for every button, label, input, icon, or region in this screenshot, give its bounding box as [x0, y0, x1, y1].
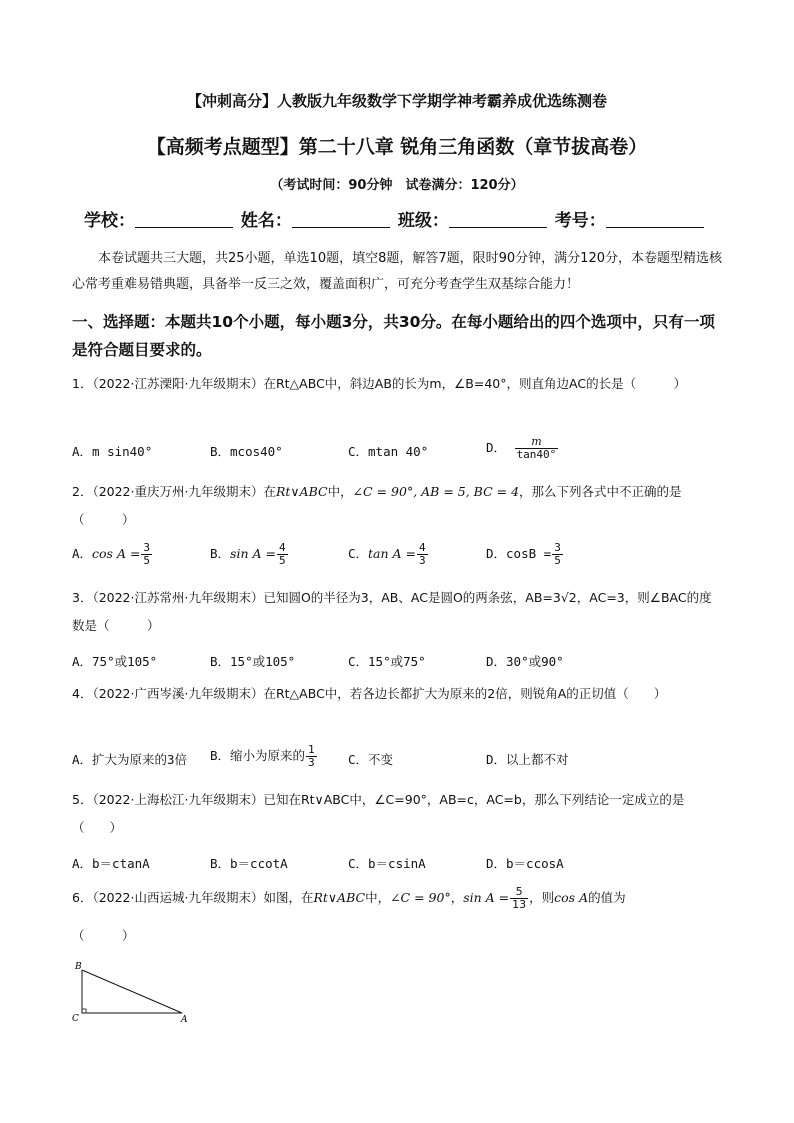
q1-option-a[interactable]: A．m sin40° — [72, 444, 153, 459]
question-3: 3．（2022·江苏常州·九年级期末）已知圆O的半径为3，AB、AC是圆O的两条弦，AB=3√2，AC=3，则∠BAC的度数是（ ） — [72, 590, 712, 633]
side-ab — [82, 970, 182, 1013]
q2-option-d[interactable]: D．cosB = $\frac{3}{5}$ — [486, 541, 561, 567]
name-blank[interactable] — [292, 210, 390, 228]
exam-number-label: 考号： — [554, 211, 606, 231]
series-title: 【冲刺高分】人教版九年级数学下学期学神考霸养成优选练测卷 — [186, 92, 607, 110]
q1-option-c[interactable]: C．mtan 40° — [348, 444, 429, 459]
question-1: 1．（2022·江苏溧阳·九年级期末）在Rt△ABC中，斜边AB的长为m，∠B=40°，则直角边AC的长是（ ） — [72, 376, 687, 391]
q2-option-c[interactable]: C．tan A = $\frac{4}{3}$ — [348, 541, 426, 567]
question-4: 4．（2022·广西岑溪·九年级期末）在Rt△ABC中，若各边长都扩大为原来的2倍，则锐角A的正切值（ ） — [72, 686, 667, 701]
q4-option-c[interactable]: C．不变 — [348, 752, 394, 767]
q2-option-a[interactable]: A．cos A = $\frac{3}{5}$ — [72, 541, 151, 567]
question-4-options — [72, 743, 724, 776]
q4-option-a[interactable]: A．扩大为原来的3倍 — [72, 752, 188, 767]
q1-option-d-prefix: D． — [486, 440, 507, 455]
question-5-options — [72, 854, 724, 880]
q1-option-b[interactable]: B．mcos40° — [210, 444, 283, 459]
q4-option-d[interactable]: D．以上都不对 — [486, 752, 569, 767]
q2-option-b[interactable]: B．sin A = $\frac{4}{5}$ — [210, 541, 286, 567]
vertex-b-label: B — [75, 962, 82, 972]
q3-option-c[interactable]: C．15°或75° — [348, 654, 426, 669]
q1-option-d-fraction: $\frac{m}{\tan 40^\circ}$ — [516, 435, 557, 461]
q5-option-a[interactable]: A．b＝ctanA — [72, 856, 150, 871]
exam-number-blank[interactable] — [606, 210, 704, 228]
school-label: 学校： — [84, 211, 135, 231]
vertex-a-label: A — [181, 1015, 188, 1024]
q3-option-b[interactable]: B．15°或105° — [210, 654, 296, 669]
vertex-c-label: C — [72, 1014, 79, 1024]
right-triangle-figure — [66, 958, 196, 1024]
q5-option-c[interactable]: C．b＝csinA — [348, 856, 426, 871]
question-6: 6．（2022·山西运城·九年级期末）如图，在Rt∨ABC中，∠C = 90°，sin A = $\frac{5}{13}$ ，则cos A的值为 — [72, 885, 626, 911]
class-label: 班级： — [397, 211, 449, 231]
question-3-options — [72, 652, 724, 678]
q3-option-d[interactable]: D．30°或90° — [486, 654, 564, 669]
q3-option-a[interactable]: A．75°或105° — [72, 654, 158, 669]
q4-option-b[interactable]: B．缩小为原来的 $\frac{1}{3}$ — [210, 743, 315, 769]
section-one-heading: 一、选择题：本题共10个小题，每小题3分，共30分。在每小题给出的四个选项中，只有一项是符合题目要求的。 — [72, 313, 715, 359]
right-angle-mark — [82, 1009, 86, 1013]
school-blank[interactable] — [135, 210, 233, 228]
chapter-title: 【高频考点题型】第二十八章 锐角三角函数（章节拔高卷） — [146, 136, 648, 158]
q5-option-b[interactable]: B．b＝ccotA — [210, 856, 288, 871]
sqrt-two: √2 — [560, 590, 577, 605]
exam-info: （考试时间：90分钟 试卷满分：120分） — [270, 178, 524, 193]
exam-instructions: 本卷试题共三大题，共25小题，单选10题，填空8题，解答7题，限时90分钟，满分120分，本卷题型精选核心常考重难易错典题，具备举一反三之效，覆盖面积广，可充分考查学生双基综合能力！ — [72, 251, 722, 292]
question-2: 2．（2022·重庆万州·九年级期末）在Rt∨ABC中，∠C = 90°, AB = 5, BC = 4，那么下列各式中不正确的是（ ） — [72, 484, 682, 527]
student-info-fields — [84, 206, 706, 231]
question-2-options — [72, 542, 724, 568]
q1-option-d[interactable] — [486, 436, 559, 461]
question-5: 5．（2022·上海松江·九年级期末）已知在Rt∨ABC中，∠C=90°，AB=c，AC=b，那么下列结论一定成立的是（ ） — [72, 792, 685, 835]
question-1-options — [72, 435, 724, 468]
q5-option-d[interactable]: D．b＝ccosA — [486, 856, 564, 871]
name-label: 姓名： — [240, 211, 292, 231]
question-6-answer-paren: （ ） — [72, 928, 135, 943]
class-blank[interactable] — [449, 210, 547, 228]
